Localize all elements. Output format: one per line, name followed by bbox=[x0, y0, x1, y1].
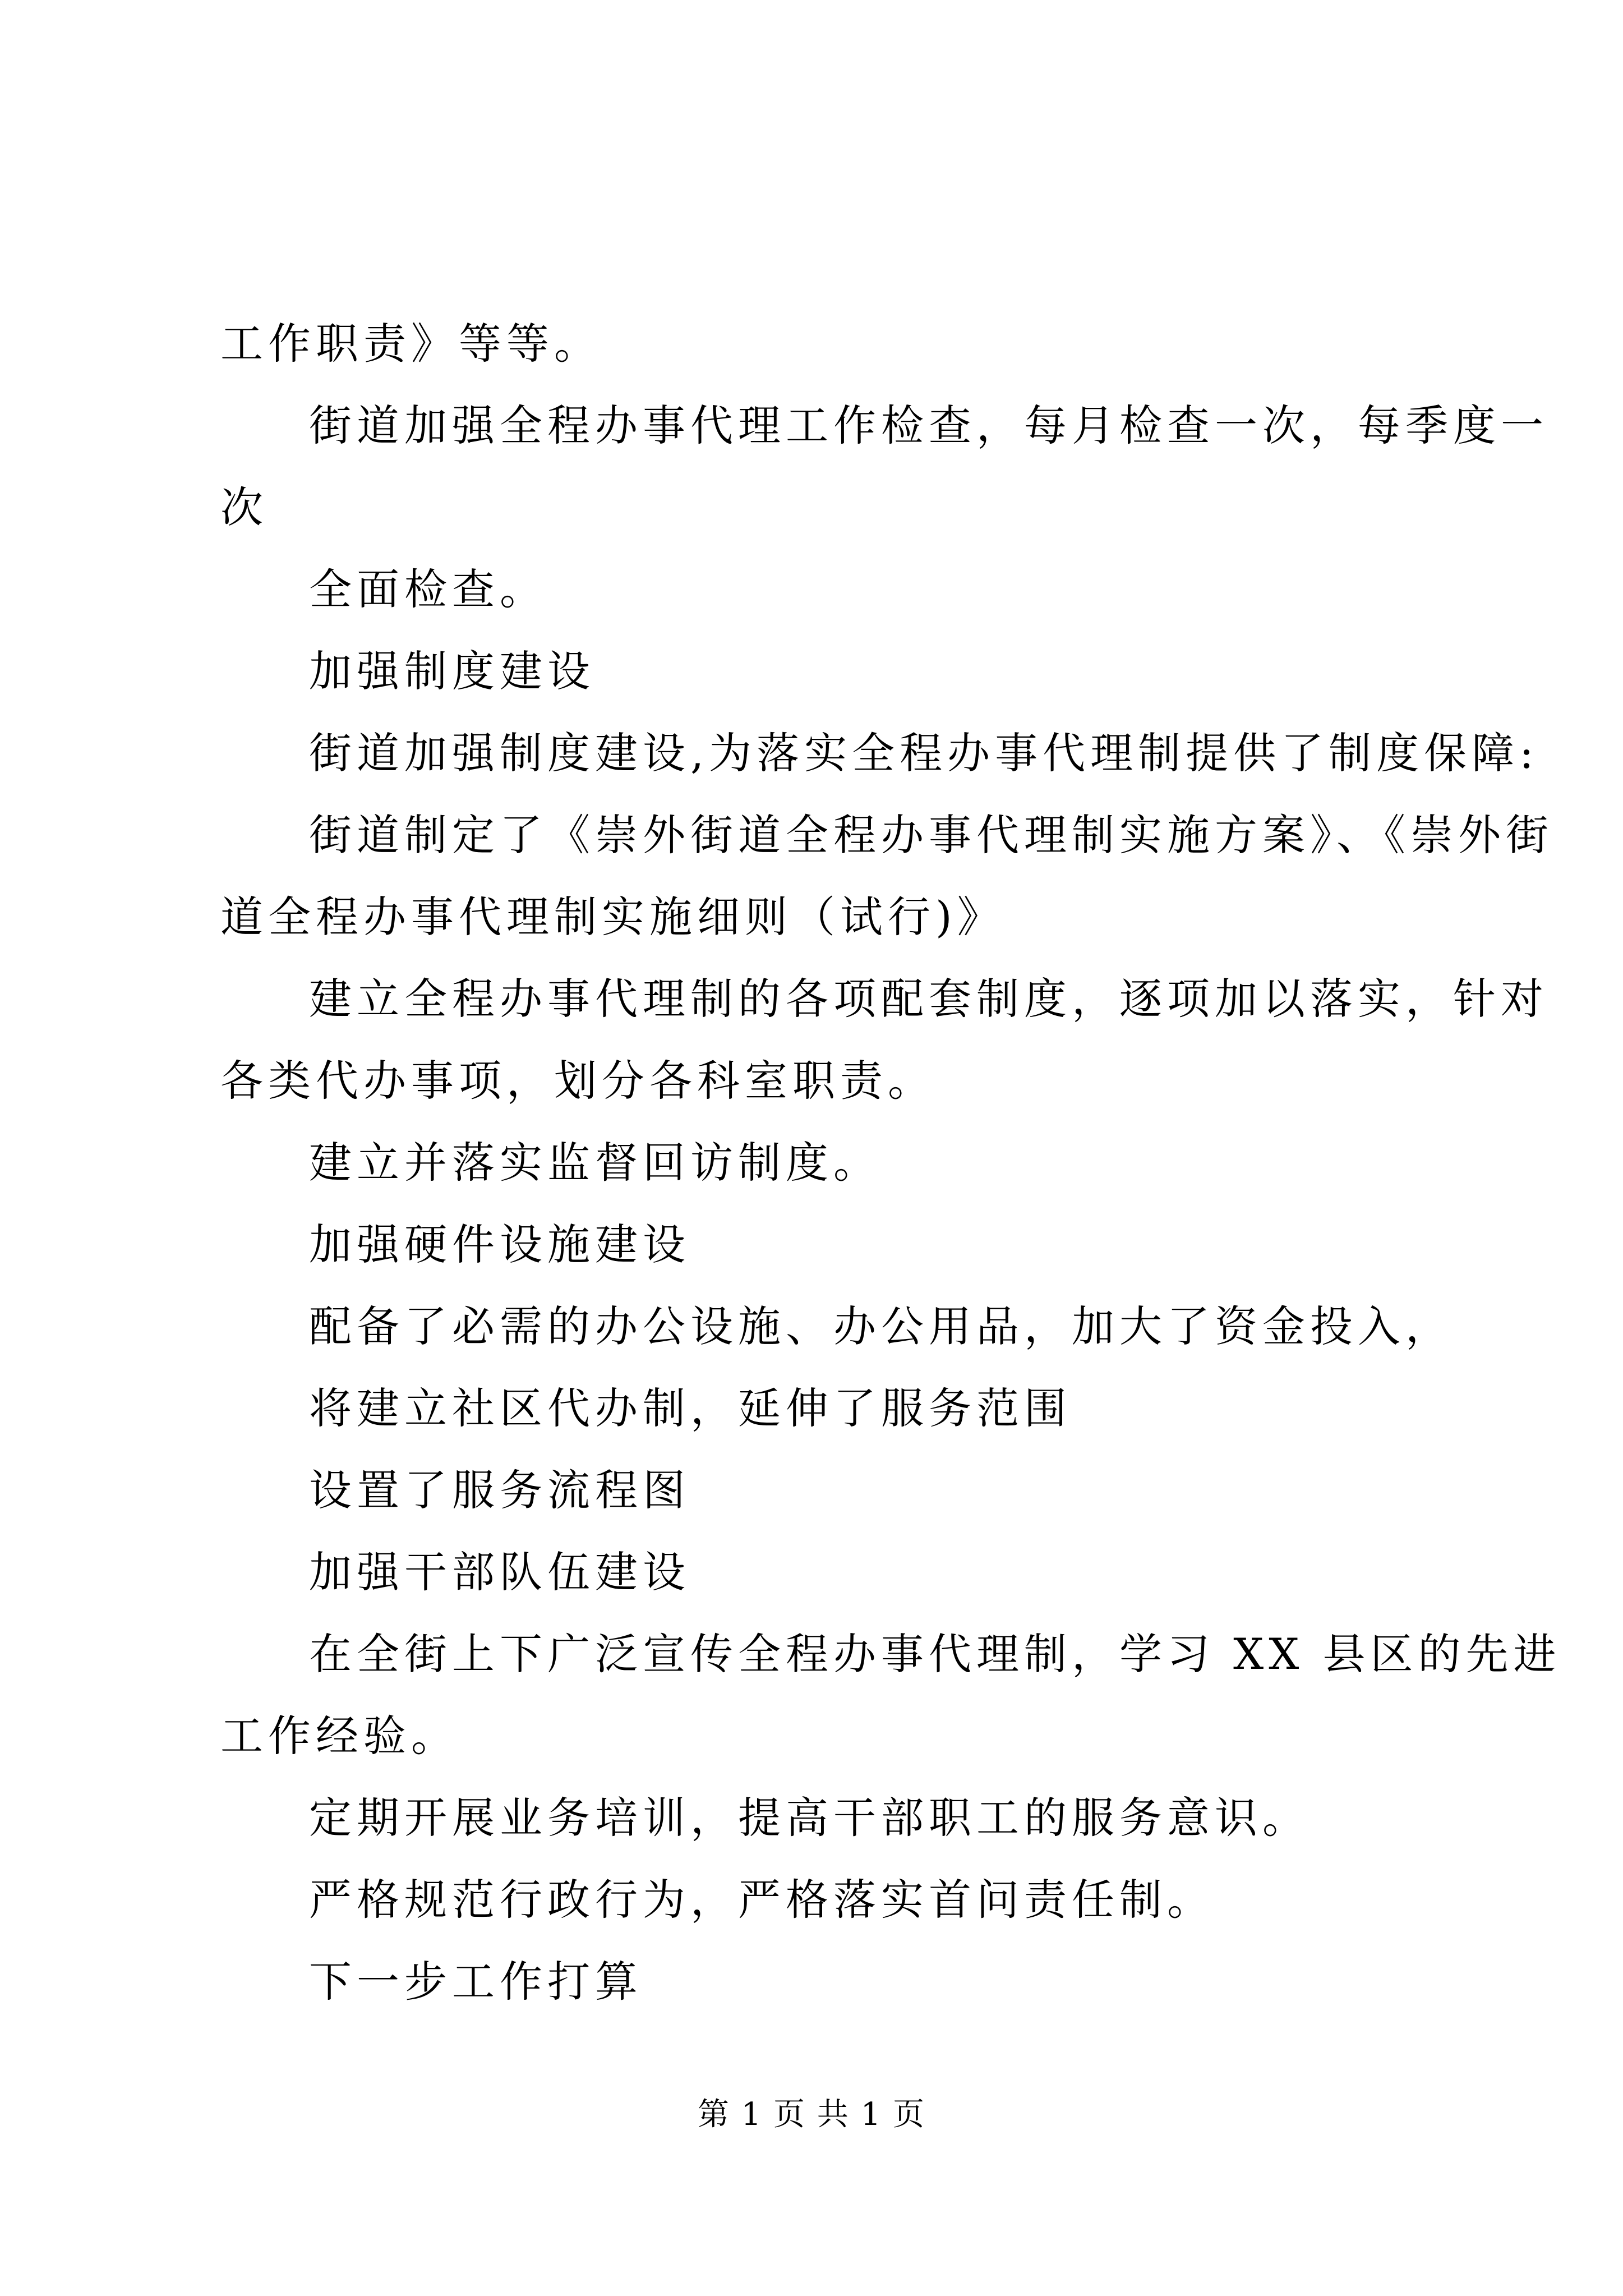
text-line: 工作职责》等等。 bbox=[220, 319, 602, 369]
text-line: 次 bbox=[220, 482, 268, 532]
text-line: 严格规范行政行为，严格落实首问责任制。 bbox=[309, 1875, 1215, 1925]
text-line: 在全街上下广泛宣传全程办事代理制，学习 XX 县区的先进 bbox=[309, 1629, 1561, 1679]
text-line: 全面检查。 bbox=[309, 564, 547, 614]
text-line: 设置了服务流程图 bbox=[309, 1465, 690, 1515]
document-body bbox=[220, 303, 1561, 2023]
text-line: 工作经验。 bbox=[220, 1711, 459, 1761]
text-line: 加强干部队伍建设 bbox=[309, 1547, 690, 1597]
text-line: 下一步工作打算 bbox=[309, 1957, 643, 2007]
text-line: 建立全程办事代理制的各项配套制度，逐项加以落实，针对 bbox=[309, 974, 1548, 1024]
text-line: 定期开展业务培训，提高干部职工的服务意识。 bbox=[309, 1793, 1310, 1843]
text-line: 建立并落实监督回访制度。 bbox=[309, 1138, 881, 1188]
text-line: 加强硬件设施建设 bbox=[309, 1220, 690, 1269]
text-line: 配备了必需的办公设施、办公用品，加大了资金投入， bbox=[309, 1301, 1453, 1351]
page-footer: 第 1 页 共 1 页 bbox=[697, 2096, 926, 2133]
text-line: 道全程办事代理制实施细则（试行)》 bbox=[220, 892, 1005, 942]
text-line: 各类代办事项，划分各科室职责。 bbox=[220, 1056, 935, 1106]
text-line: 将建立社区代办制，延伸了服务范围 bbox=[309, 1383, 1072, 1433]
text-line: 街道加强全程办事代理工作检查，每月检查一次，每季度一 bbox=[309, 401, 1548, 450]
text-line: 加强制度建设 bbox=[309, 646, 595, 696]
text-line: 街道制定了《崇外街道全程办事代理制实施方案》、《崇外街 bbox=[309, 810, 1553, 860]
text-line: 街道加强制度建设,为落实全程办事代理制提供了制度保障: bbox=[309, 728, 1539, 778]
